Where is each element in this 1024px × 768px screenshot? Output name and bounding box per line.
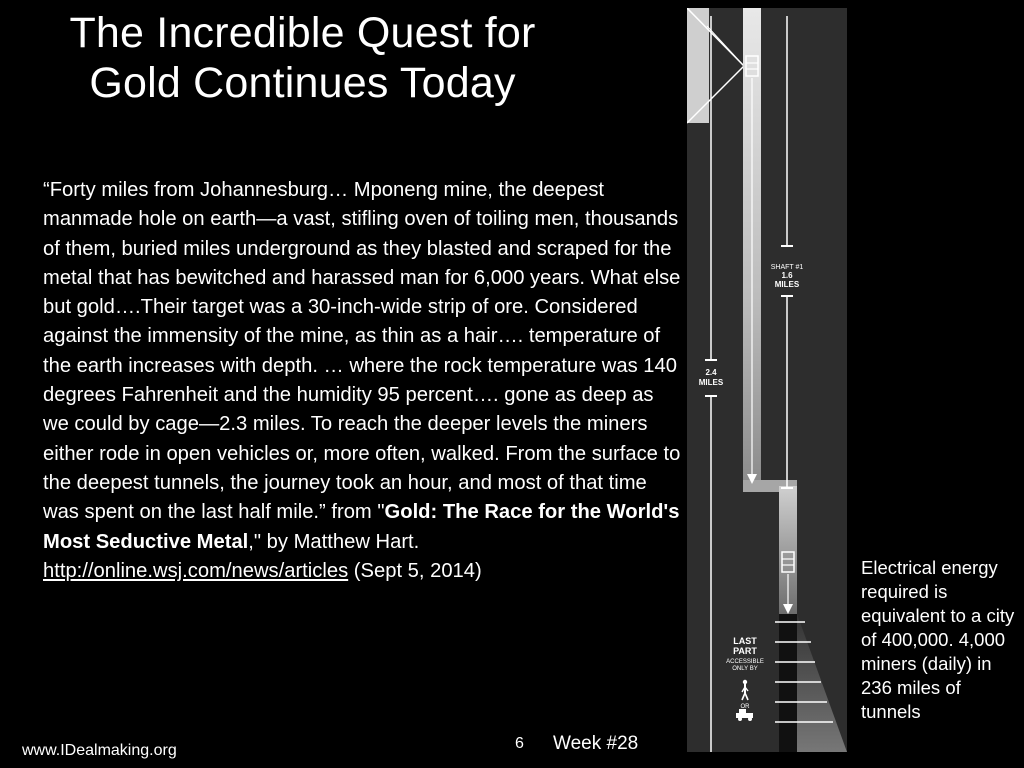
quote-from-prefix: from " [331, 501, 385, 524]
quote-body: “Forty miles from Johannesburg… Mponeng mine, the deepest manmade hole on earth—a vast, stifling oven of toiling men, thousands of them, buried miles underground as they blasted and scraped for the metal that has bewitched and harassed man for 6,000 years. What else but gold….Their target was a 30-inch-wide strip of ore. Considered against the immensity of the mine, as thin as a hair…. temperature of the earth increases with depth. … where the rock temperature was 140 degrees Fahrenheit and the humidity 95 percent…. gone as deep as we could by cage—2.3 miles. To reach the deeper levels the miners either rode in open vehicles or, more often, walked. From the surface to the deepest tunnels, the journey took an hour, and most of that time was spent on the last half mile.” [43, 179, 681, 524]
depth-label-line-2: MILES [698, 378, 724, 387]
book-title: Gold: The Race for the World's Most Seductive Metal [43, 501, 680, 553]
or-label: OR [740, 704, 750, 710]
mine-diagram-graphic [687, 8, 847, 752]
shaft-label-line-3: MILES [774, 280, 800, 289]
last-part-label-line-4: ONLY BY [732, 666, 758, 672]
quote-block [43, 176, 683, 586]
quote-byline: ," by Matthew Hart. [248, 530, 420, 553]
footer-page-number: 6 [515, 735, 524, 752]
energy-note: Electrical energy required is equivalent to a city of 400,000. 4,000 miners (daily) in 236 miles of tunnels [861, 557, 1015, 722]
last-part-label-line-1: LAST [733, 636, 757, 646]
quote-date: (Sept 5, 2014) [348, 559, 482, 582]
title-line-1: The Incredible Quest for [69, 9, 536, 57]
shaft-label-line-1: SHAFT #1 [770, 264, 804, 271]
depth-label-line-1: 2.4 [705, 368, 717, 377]
mine-depth-diagram [687, 8, 847, 752]
shaft-label-line-2: 1.6 [781, 271, 793, 280]
last-part-label-line-2: PART [733, 646, 757, 656]
footer-week: Week #28 [553, 733, 639, 754]
slide-title [20, 8, 585, 108]
title-line-2: Gold Continues Today [89, 59, 516, 107]
surface-block [687, 8, 709, 123]
last-part-shaft [779, 614, 797, 752]
footer-website: www.IDealmaking.org [22, 742, 177, 759]
source-link[interactable]: http://online.wsj.com/news/articles [43, 559, 349, 582]
last-part-label-line-3: ACCESSIBLE [726, 659, 764, 665]
